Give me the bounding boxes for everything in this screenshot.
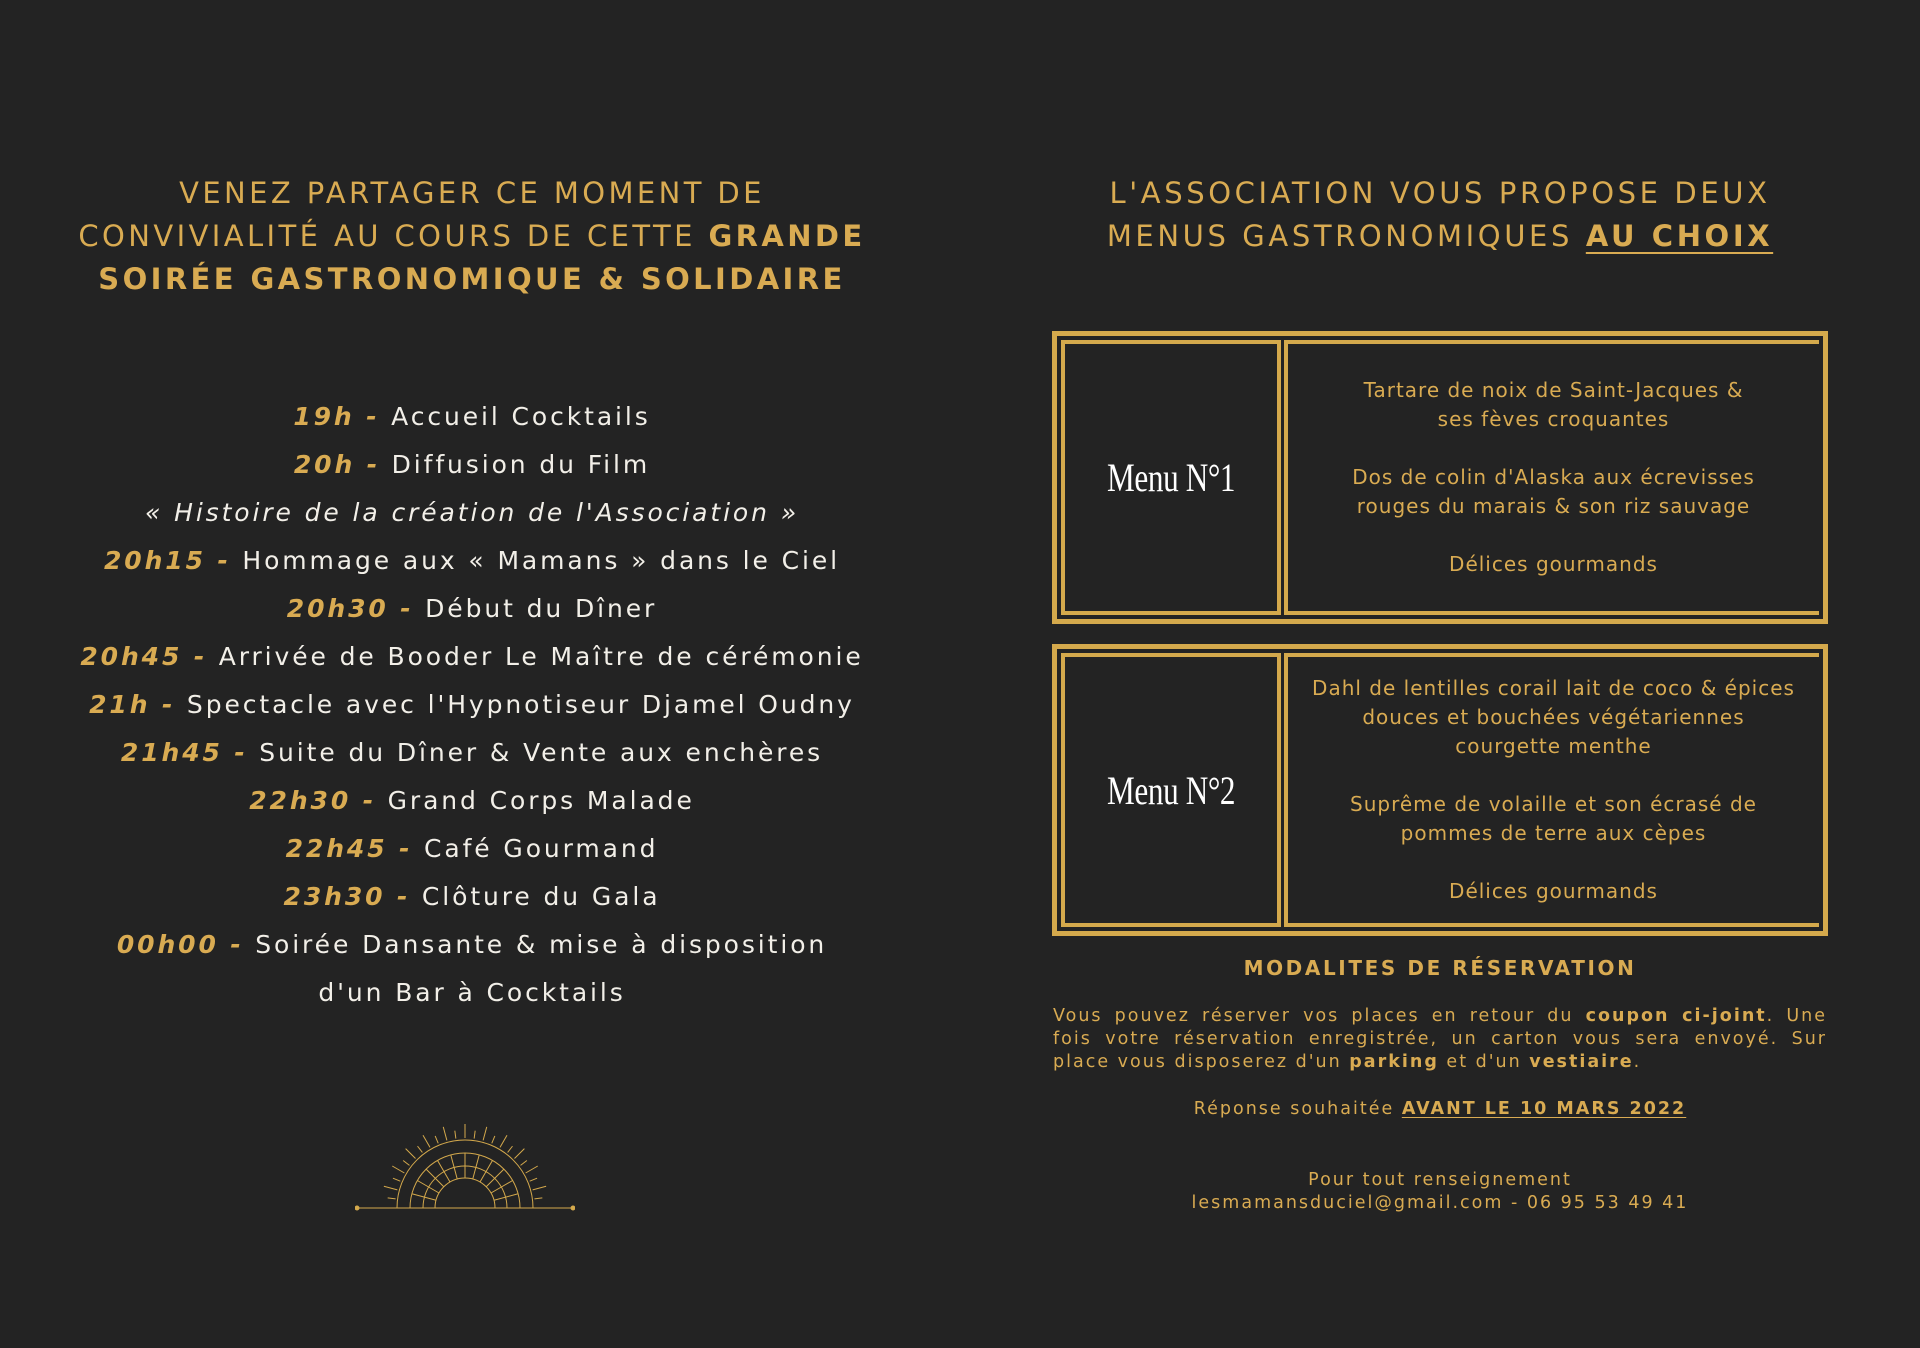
deadline-label: Réponse souhaitée (1193, 1099, 1402, 1119)
schedule-text: Spectacle avec l'Hypnotiseur Djamel Oudny (186, 690, 855, 719)
menu-item: Tartare de noix de Saint-Jacques & ses fèves croquantes (1363, 378, 1744, 431)
schedule-time: 20h30 - (286, 594, 426, 623)
reservation-body (1053, 1005, 1827, 1074)
contact-value[interactable]: lesmamansduciel@gmail.com - 06 95 53 49 41 (1191, 1193, 1689, 1213)
schedule-text: « Histoire de la création de l'Association » (144, 498, 800, 527)
schedule-text: d'un Bar à Cocktails (318, 978, 626, 1007)
schedule-time: 00h00 - (116, 930, 256, 959)
schedule-line (40, 681, 904, 729)
schedule-text: Café Gourmand (424, 834, 659, 863)
menu-item: Dos de colin d'Alaska aux écrevisses rouges du marais & son riz sauvage (1352, 465, 1755, 518)
schedule-line (40, 969, 904, 1017)
schedule-time: 21h45 - (120, 738, 260, 767)
schedule-text: Diffusion du Film (391, 450, 651, 479)
left-heading-line3-bold: SOIRÉE GASTRONOMIQUE & SOLIDAIRE (98, 262, 846, 296)
schedule-text: Clôture du Gala (421, 882, 661, 911)
menu-items-cell (1284, 340, 1819, 615)
schedule-line (40, 729, 904, 777)
schedule-time: 22h45 - (285, 834, 425, 863)
menu-item: Délices gourmands (1449, 552, 1658, 576)
schedule-line (40, 873, 904, 921)
schedule-time: 21h - (89, 690, 187, 719)
schedule-line (40, 825, 904, 873)
contact-label: Pour tout renseignement (1308, 1170, 1572, 1190)
reservation-text: . (1633, 1052, 1642, 1072)
schedule-time: 20h45 - (80, 642, 219, 671)
menu-name: Menu N°2 (1106, 767, 1236, 813)
reservation-parking: parking (1349, 1052, 1439, 1072)
event-schedule (40, 393, 904, 1017)
menu-item: Dahl de lentilles corail lait de coco & épices douces et bouchées végétariennes courgette menthe (1312, 676, 1795, 758)
reservation-coupon: coupon ci-joint (1585, 1006, 1767, 1026)
schedule-text: Hommage aux « Mamans » dans le Ciel (242, 546, 840, 575)
menu-box-2 (1052, 644, 1828, 936)
right-heading (1050, 172, 1830, 258)
reservation-vestiaire: vestiaire (1529, 1052, 1634, 1072)
menu-name: Menu N°1 (1106, 455, 1236, 500)
schedule-time: 19h - (293, 402, 392, 431)
reservation-text: Vous pouvez réserver vos places en retour du (1053, 1006, 1586, 1026)
schedule-line (40, 537, 904, 585)
right-heading-line2-plain: MENUS GASTRONOMIQUES (1106, 219, 1586, 253)
menu-name-cell (1061, 340, 1281, 615)
schedule-line (40, 393, 904, 441)
schedule-line (40, 777, 904, 825)
left-heading-line1: VENEZ PARTAGER CE MOMENT DE (179, 176, 765, 210)
menu-item: Suprême de volaille et son écrasé de pommes de terre aux cèpes (1350, 792, 1757, 845)
reservation-text: . Une fois votre réservation enregistrée, un carton vous sera envoyé. Sur place vous disposerez d'un (1053, 1006, 1828, 1072)
schedule-time: 20h - (293, 450, 392, 479)
deadline-value: AVANT LE 10 MARS 2022 (1401, 1099, 1687, 1119)
schedule-time: 22h30 - (249, 786, 388, 815)
schedule-time: 23h30 - (283, 882, 422, 911)
menu-item: Délices gourmands (1449, 879, 1658, 903)
reservation-text: et d'un (1438, 1052, 1530, 1072)
schedule-text: Début du Dîner (425, 594, 658, 623)
schedule-line (40, 441, 904, 489)
schedule-time: 20h15 - (104, 546, 243, 575)
reservation-title: MODALITES DE RÉSERVATION (1243, 956, 1637, 980)
contact-info (1052, 1169, 1828, 1215)
left-heading (40, 172, 904, 301)
schedule-text: Accueil Cocktails (391, 402, 651, 431)
left-heading-line2 (40, 215, 904, 258)
left-heading-line2-plain: CONVIVIALITÉ AU COURS DE CETTE (78, 219, 709, 253)
right-heading-line2-underlined: AU CHOIX (1585, 219, 1774, 253)
left-heading-line2-bold: GRANDE (708, 219, 866, 253)
schedule-text: Arrivée de Booder Le Maître de cérémonie (218, 642, 864, 671)
schedule-text: Suite du Dîner & Vente aux enchères (259, 738, 824, 767)
menu-box-1 (1052, 331, 1828, 624)
schedule-line (40, 921, 904, 969)
schedule-text: Soirée Dansante & mise à disposition (255, 930, 828, 959)
schedule-line (40, 633, 904, 681)
menu-items-cell (1284, 653, 1819, 927)
menu-name-cell (1061, 653, 1281, 927)
right-heading-line2 (1050, 215, 1830, 258)
reservation-deadline (1052, 1099, 1828, 1119)
schedule-text: Grand Corps Malade (387, 786, 695, 815)
sunburst-ornament-icon (355, 1122, 575, 1214)
left-heading-line3 (40, 258, 904, 301)
right-heading-line1: L'ASSOCIATION VOUS PROPOSE DEUX (1109, 176, 1771, 210)
schedule-line (40, 489, 904, 537)
schedule-line (40, 585, 904, 633)
